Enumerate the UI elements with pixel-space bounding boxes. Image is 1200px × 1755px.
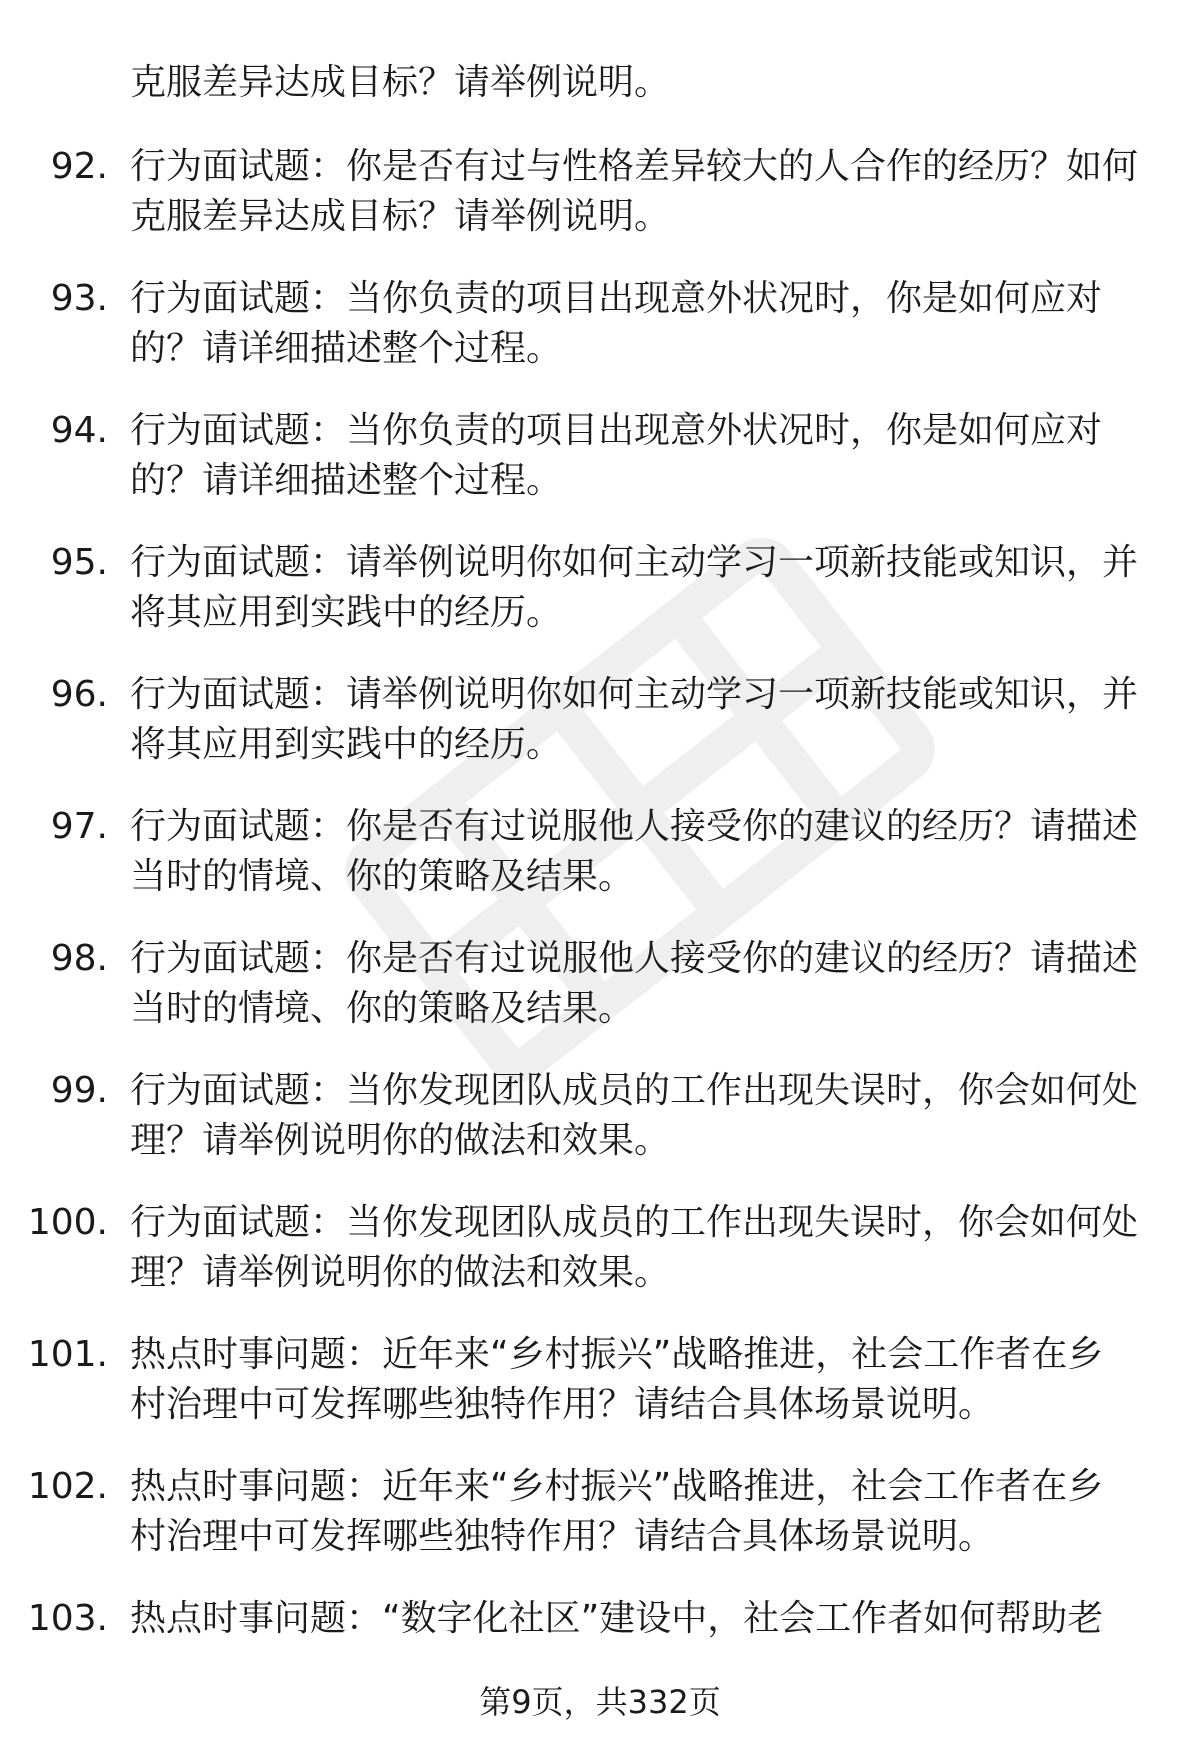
- question-item: [0, 538, 1200, 670]
- question-item: [0, 142, 1200, 274]
- question-text: [130, 1198, 1150, 1298]
- question-text-line: 将其应用到实践中的经历。: [130, 724, 563, 765]
- question-text-line: 行为面试题：请举例说明你如何主动学习一项新技能或知识，并: [130, 674, 1139, 715]
- question-text-line: 克服差异达成目标？请举例说明。: [130, 196, 671, 237]
- question-text: [130, 934, 1150, 1034]
- question-text: [130, 406, 1150, 506]
- question-text-line: 行为面试题：当你负责的项目出现意外状况时，你是如何应对: [130, 278, 1103, 319]
- question-text: [130, 670, 1150, 770]
- question-text: [130, 538, 1150, 638]
- question-text-line: 村治理中可发挥哪些独特作用？请结合具体场景说明。: [130, 1384, 995, 1425]
- question-text-line: 的？请详细描述整个过程。: [130, 460, 563, 501]
- question-number: 94.: [50, 410, 108, 451]
- question-text: [130, 1330, 1150, 1430]
- question-item: [0, 1330, 1200, 1462]
- question-number: 95.: [50, 542, 108, 583]
- question-text-line: 行为面试题：当你负责的项目出现意外状况时，你是如何应对: [130, 410, 1103, 451]
- question-text: [130, 1066, 1150, 1166]
- question-text: [130, 142, 1150, 242]
- question-text-line: 热点时事问题：近年来“乡村振兴”战略推进，社会工作者在乡: [130, 1334, 1104, 1375]
- question-number: 97.: [50, 806, 108, 847]
- question-item: [0, 1462, 1200, 1594]
- question-text-line: 行为面试题：你是否有过与性格差异较大的人合作的经历？如何: [130, 146, 1139, 187]
- question-number: 101.: [27, 1334, 108, 1375]
- question-number: 93.: [50, 278, 108, 319]
- question-list: [0, 142, 1200, 1726]
- question-number: 99.: [50, 1070, 108, 1111]
- question-text-line: 行为面试题：你是否有过说服他人接受你的建议的经历？请描述: [130, 806, 1139, 847]
- question-number: 96.: [50, 674, 108, 715]
- question-item: [0, 1066, 1200, 1198]
- question-text-line: 当时的情境、你的策略及结果。: [130, 988, 635, 1029]
- question-text-line: 村治理中可发挥哪些独特作用？请结合具体场景说明。: [130, 1516, 995, 1557]
- question-text-line: 行为面试题：你是否有过说服他人接受你的建议的经历？请描述: [130, 938, 1139, 979]
- question-text-line: 当时的情境、你的策略及结果。: [130, 856, 635, 897]
- continued-question-text: 克服差异达成目标？请举例说明。: [130, 62, 671, 103]
- question-item: [0, 934, 1200, 1066]
- question-text-line: 行为面试题：请举例说明你如何主动学习一项新技能或知识，并: [130, 542, 1139, 583]
- question-number: 102.: [27, 1466, 108, 1507]
- question-item: [0, 802, 1200, 934]
- question-text: [130, 802, 1150, 902]
- question-text: [130, 1462, 1150, 1562]
- question-item: [0, 274, 1200, 406]
- question-number: 100.: [27, 1202, 108, 1243]
- question-item: [0, 1198, 1200, 1330]
- question-text-line: 的？请详细描述整个过程。: [130, 328, 563, 369]
- question-item: [0, 406, 1200, 538]
- question-text: [130, 274, 1150, 374]
- question-text-line: 热点时事问题：“数字化社区”建设中，社会工作者如何帮助老: [130, 1598, 1104, 1639]
- question-text-line: 将其应用到实践中的经历。: [130, 592, 563, 633]
- question-text-line: 理？请举例说明你的做法和效果。: [130, 1120, 671, 1161]
- page-footer: 第9页，共332页: [479, 1683, 721, 1721]
- question-item: [0, 670, 1200, 802]
- question-number: 92.: [50, 146, 108, 187]
- question-text-line: 热点时事问题：近年来“乡村振兴”战略推进，社会工作者在乡: [130, 1466, 1104, 1507]
- question-number: 98.: [50, 938, 108, 979]
- question-text-line: 理？请举例说明你的做法和效果。: [130, 1252, 671, 1293]
- question-text-line: 行为面试题：当你发现团队成员的工作出现失误时，你会如何处: [130, 1070, 1139, 1111]
- question-text: [130, 1594, 1150, 1644]
- question-number: 103.: [27, 1598, 108, 1639]
- question-text-line: 行为面试题：当你发现团队成员的工作出现失误时，你会如何处: [130, 1202, 1139, 1243]
